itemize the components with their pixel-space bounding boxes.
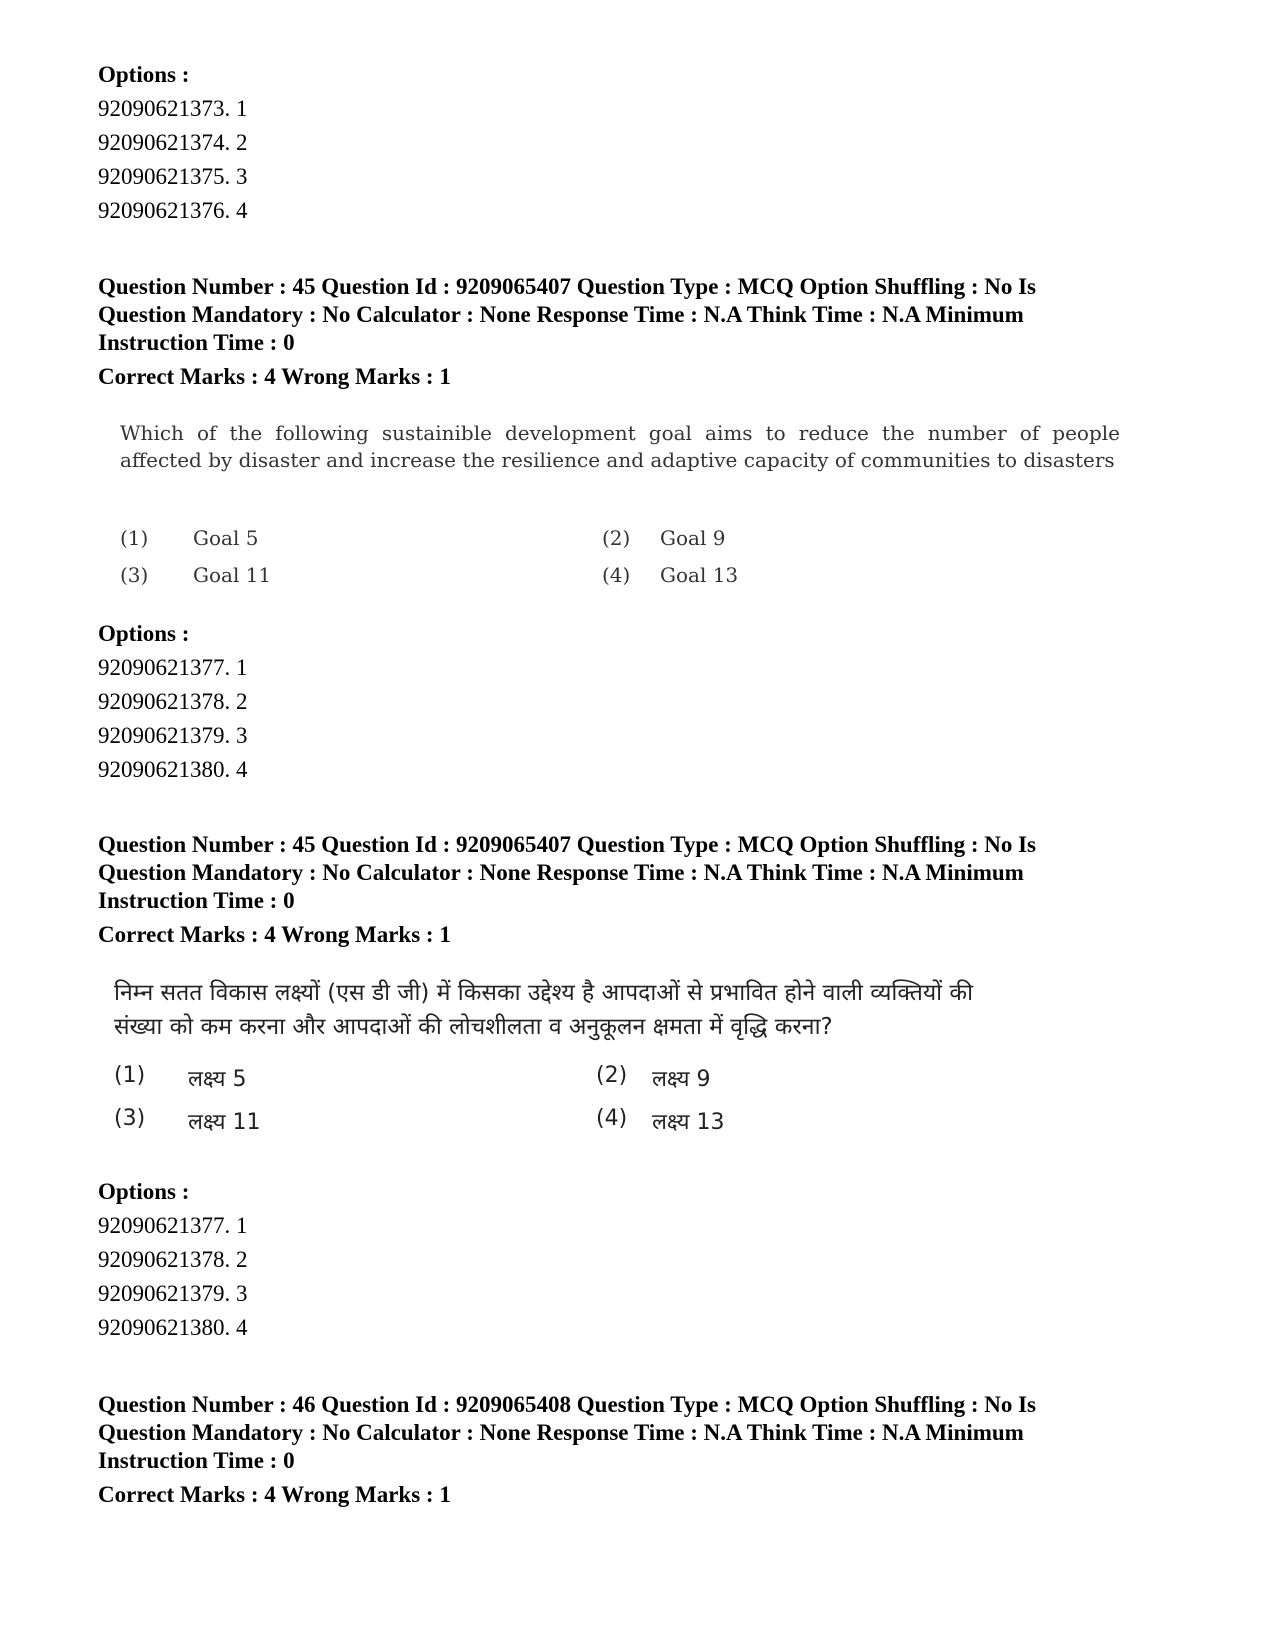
option-item: 92090621376. 4 xyxy=(98,198,248,223)
choice-text: लक्ष्य 9 xyxy=(652,1067,711,1092)
option-item: 92090621378. 2 xyxy=(98,1247,248,1272)
option-item: 92090621373. 1 xyxy=(98,96,248,121)
marks-line: Correct Marks : 4 Wrong Marks : 1 xyxy=(98,364,451,389)
option-item: 92090621380. 4 xyxy=(98,1315,248,1340)
choice-text: Goal 11 xyxy=(193,563,272,587)
options-label: Options : xyxy=(98,621,190,646)
options-label: Options : xyxy=(98,62,190,87)
question-46-meta xyxy=(98,1391,1036,1475)
choice-text: लक्ष्य 5 xyxy=(188,1067,247,1092)
meta-line: Question Number : 46 Question Id : 9209065408 Question Type : MCQ Option Shuffling : No Is xyxy=(98,1392,1037,1417)
options-block-2 xyxy=(98,617,248,787)
choice-num: (2) xyxy=(596,1063,628,1088)
marks-line: Correct Marks : 4 Wrong Marks : 1 xyxy=(98,1482,451,1507)
choice-num: (1) xyxy=(120,526,149,550)
meta-line: Question Number : 45 Question Id : 9209065407 Question Type : MCQ Option Shuffling : No Is xyxy=(98,832,1037,857)
meta-line: Question Mandatory : No Calculator : None Response Time : N.A Think Time : N.A Minimum xyxy=(98,860,1024,885)
choice-num: (4) xyxy=(602,563,631,587)
choice-text: Goal 13 xyxy=(660,563,739,587)
question-45-hindi-meta xyxy=(98,831,1036,915)
options-block-3 xyxy=(98,1175,248,1345)
choice-text: लक्ष्य 13 xyxy=(652,1110,725,1135)
meta-line: Instruction Time : 0 xyxy=(98,1448,295,1473)
question-text-english: Which of the following sustainible development goal aims to reduce the number of people affected by disaster and increase the resilience and adaptive capacity of communities to disasters xyxy=(120,421,1120,472)
options-label: Options : xyxy=(98,1179,190,1204)
options-block-1 xyxy=(98,58,248,228)
question-text-hindi xyxy=(114,976,1124,1044)
meta-line: Instruction Time : 0 xyxy=(98,888,295,913)
choice-num: (1) xyxy=(114,1063,146,1088)
option-item: 92090621374. 2 xyxy=(98,130,248,155)
choice-num: (4) xyxy=(596,1106,628,1131)
meta-line: Question Mandatory : No Calculator : None Response Time : N.A Think Time : N.A Minimum xyxy=(98,1420,1024,1445)
option-item: 92090621378. 2 xyxy=(98,689,248,714)
option-item: 92090621379. 3 xyxy=(98,723,248,748)
choice-text: लक्ष्य 11 xyxy=(188,1110,261,1135)
option-item: 92090621379. 3 xyxy=(98,1281,248,1306)
option-item: 92090621377. 1 xyxy=(98,655,248,680)
option-item: 92090621375. 3 xyxy=(98,164,248,189)
question-45-meta xyxy=(98,273,1036,357)
question-line: संख्या को कम करना और आपदाओं की लोचशीलता व अनुकूलन क्षमता में वृद्धि करना? xyxy=(114,1014,833,1040)
choice-num: (3) xyxy=(120,563,149,587)
option-item: 92090621380. 4 xyxy=(98,757,248,782)
marks-line: Correct Marks : 4 Wrong Marks : 1 xyxy=(98,922,451,947)
choice-num: (2) xyxy=(602,526,631,550)
meta-line: Question Number : 45 Question Id : 9209065407 Question Type : MCQ Option Shuffling : No Is xyxy=(98,274,1037,299)
question-line: निम्न सतत विकास लक्ष्यों (एस डी जी) में किसका उद्देश्य है आपदाओं से प्रभावित होने वाली व्यक्तियों की xyxy=(114,980,974,1006)
meta-line: Instruction Time : 0 xyxy=(98,330,295,355)
option-item: 92090621377. 1 xyxy=(98,1213,248,1238)
meta-line: Question Mandatory : No Calculator : None Response Time : N.A Think Time : N.A Minimum xyxy=(98,302,1024,327)
choice-text: Goal 9 xyxy=(660,526,726,550)
choice-text: Goal 5 xyxy=(193,526,259,550)
choice-num: (3) xyxy=(114,1106,146,1131)
